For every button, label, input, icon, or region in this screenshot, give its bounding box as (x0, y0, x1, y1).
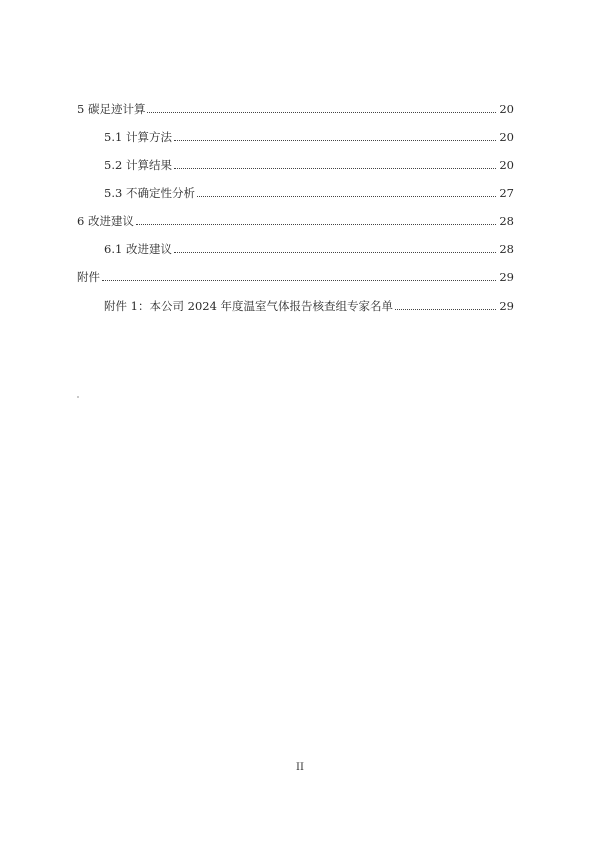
dot-leader (136, 223, 496, 225)
toc-entry-label: 5 碳足迹计算 (77, 102, 146, 116)
toc-entry-section-5-1[interactable] (104, 128, 514, 144)
toc-entry-section-5-3[interactable] (104, 184, 514, 200)
toc-entry-page-number: 20 (499, 130, 514, 144)
toc-entry-appendix-1[interactable] (104, 297, 514, 313)
dot-leader (174, 251, 496, 253)
toc-entry-section-5-2[interactable] (104, 156, 514, 172)
toc-entry-label: 附件 1：本公司 2024 年度温室气体报告核查组专家名单 (104, 299, 394, 313)
toc-entry-label: 5.3 不确定性分析 (104, 186, 195, 200)
toc-entry-section-5[interactable] (77, 100, 514, 116)
page-number: II (296, 762, 304, 773)
toc-entry-label: 6.1 改进建议 (104, 242, 172, 256)
toc-entry-appendix[interactable] (77, 268, 514, 284)
toc-entry-label: 5.2 计算结果 (104, 158, 172, 172)
toc-entry-page-number: 28 (499, 242, 514, 256)
dot-leader (102, 279, 496, 281)
dot-leader (147, 111, 496, 113)
dot-leader (174, 167, 496, 169)
dot-leader (174, 139, 496, 141)
toc-entry-page-number: 28 (499, 214, 514, 228)
toc-entry-label: 附件 (77, 270, 100, 284)
toc-entry-label: 5.1 计算方法 (104, 130, 172, 144)
toc-entry-page-number: 20 (499, 158, 514, 172)
toc-entry-section-6-1[interactable] (104, 240, 514, 256)
dot-leader (395, 308, 496, 310)
toc-entry-page-number: 29 (499, 270, 514, 284)
toc-entry-section-6[interactable] (77, 212, 514, 228)
scan-speck (77, 396, 79, 398)
toc-entry-page-number: 29 (499, 299, 514, 313)
toc-entry-label: 6 改进建议 (77, 214, 134, 228)
dot-leader (197, 195, 496, 197)
toc-entry-page-number: 20 (499, 102, 514, 116)
toc-entry-page-number: 27 (499, 186, 514, 200)
